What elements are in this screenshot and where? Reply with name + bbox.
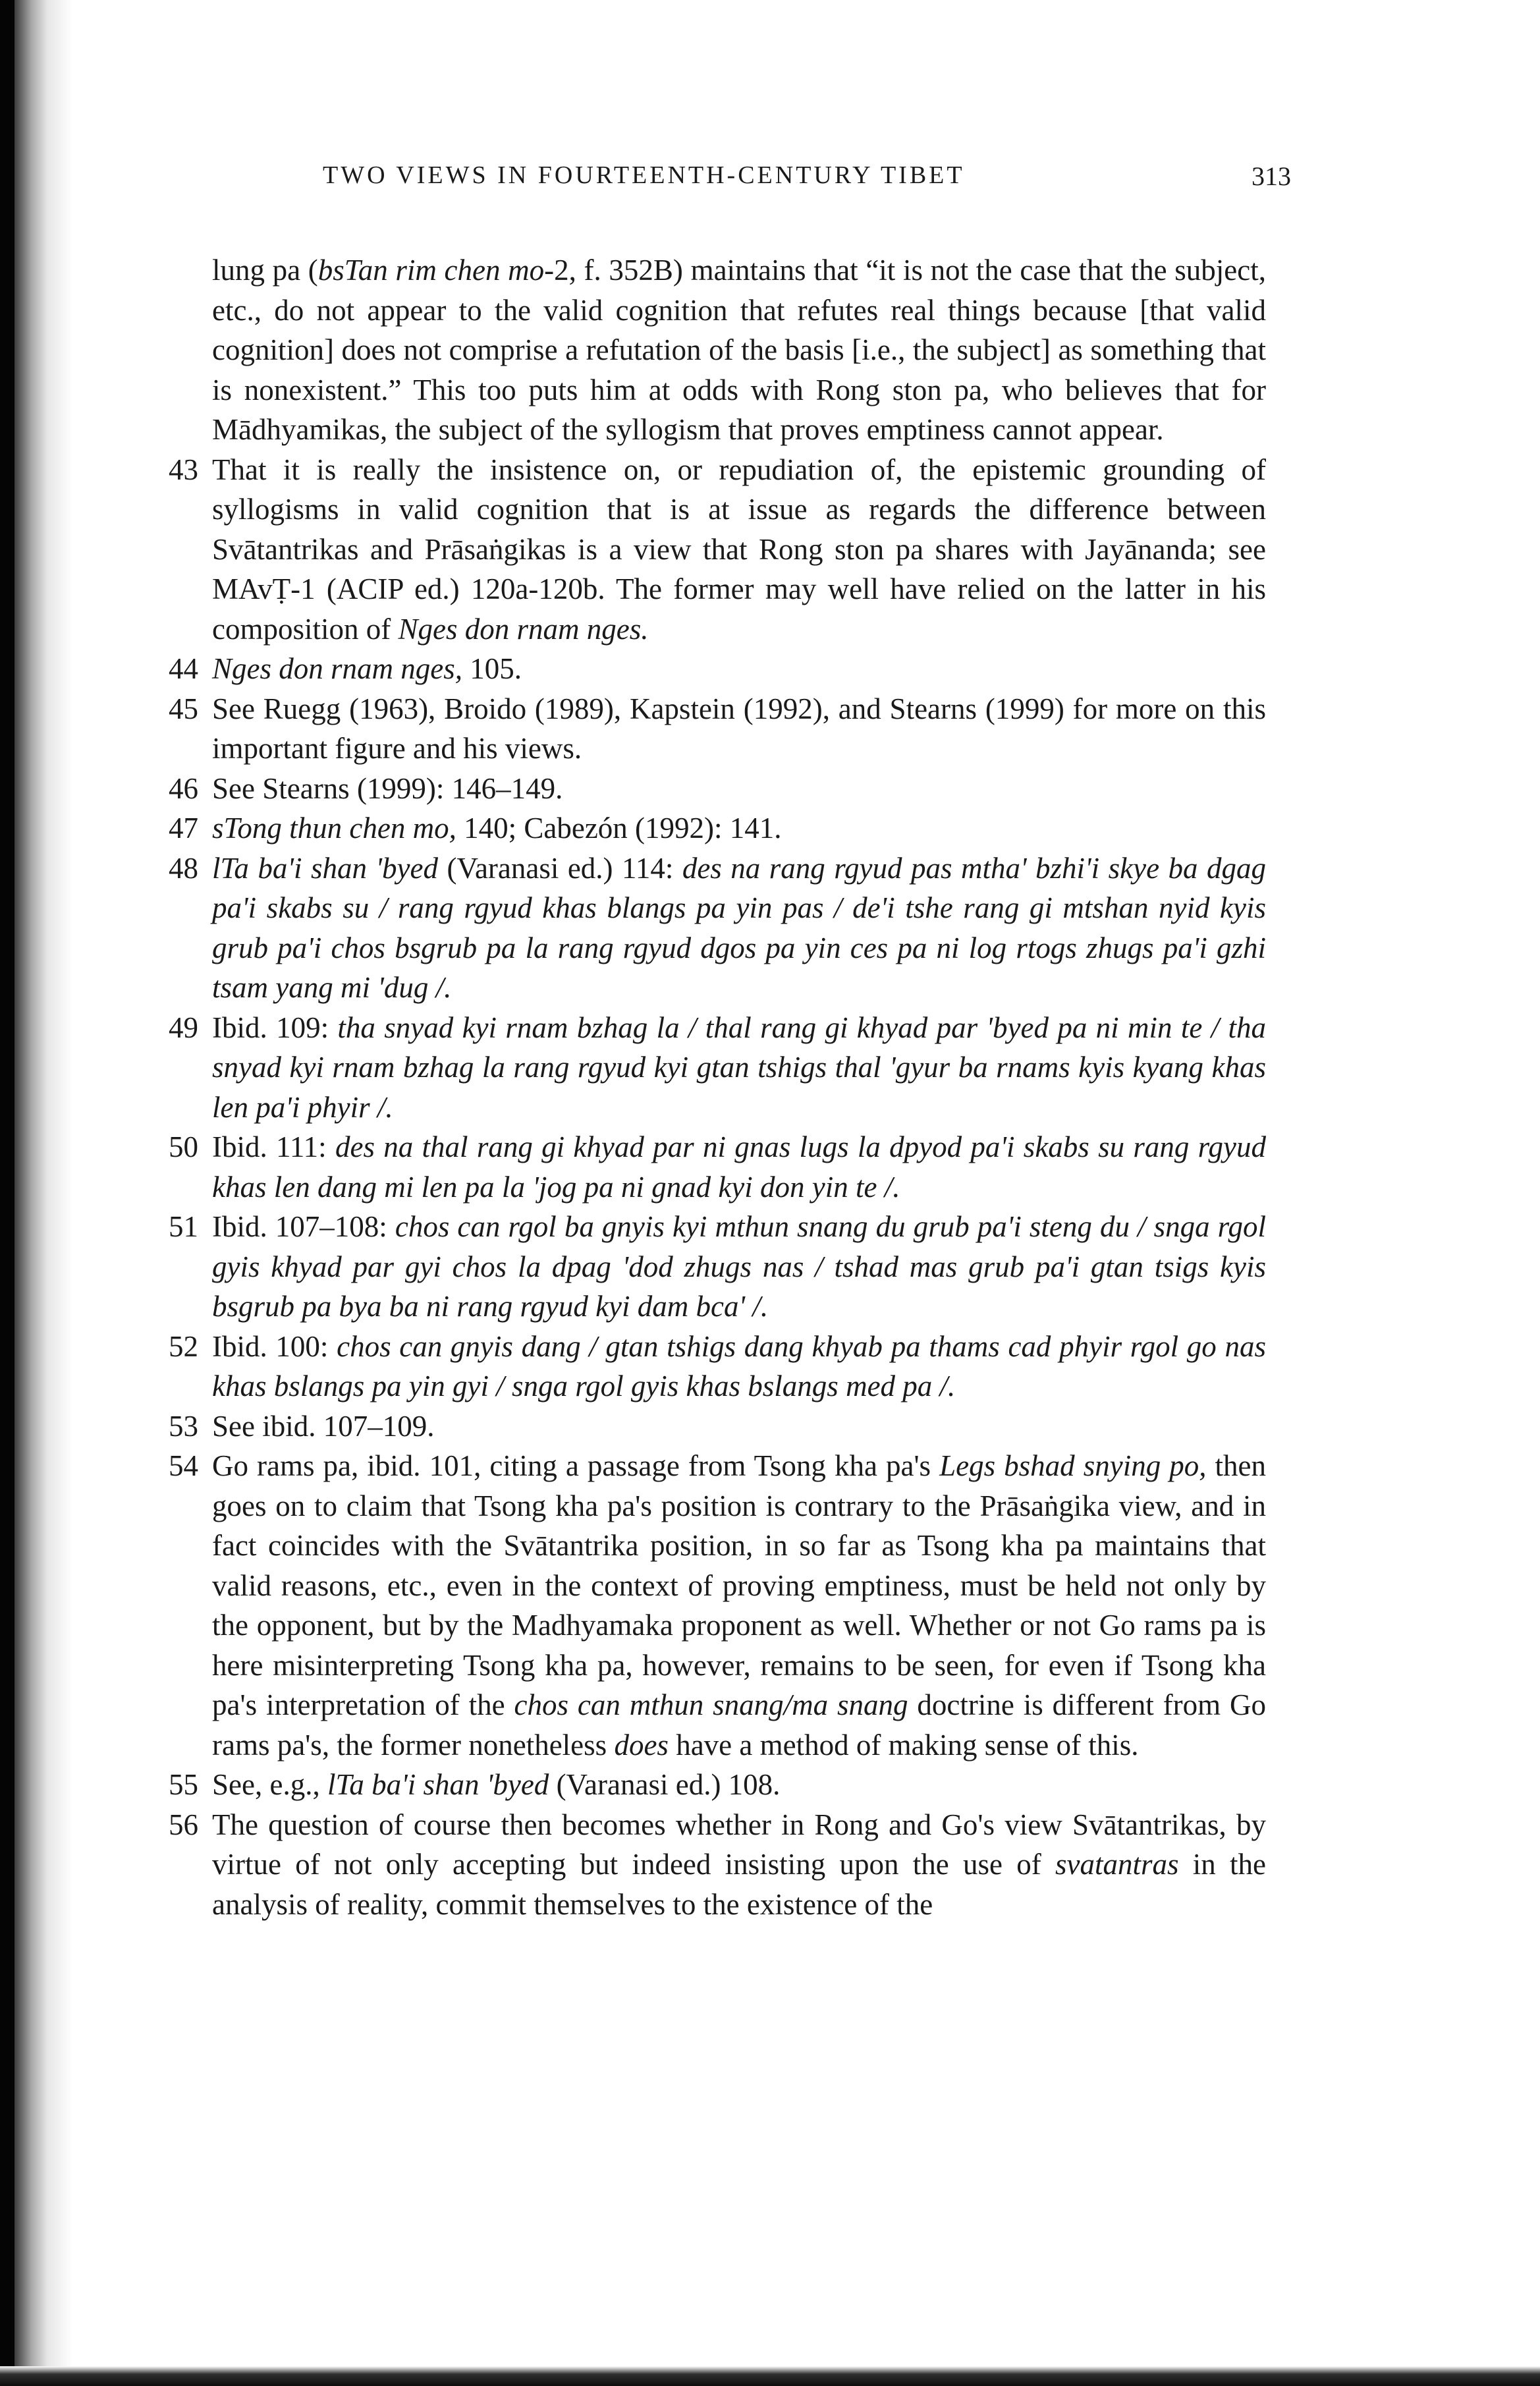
endnote-number: 46 [169,771,198,805]
endnote: 49 Ibid. 109: tha snyad kyi rnam bzhag la / thal rang gi khyad par 'byed pa ni min te / tha snyad kyi rnam bzhag la rang rgyud kyi gtan tshigs thal 'gyur ba rnams kyis kyang khas len pa'i phyir /. [212,1008,1266,1128]
scan-bottom-edge [0,2366,1540,2386]
endnote-number: 53 [169,1409,198,1443]
endnote-number: 45 [169,692,198,725]
endnote-number: 49 [169,1011,198,1044]
scan-gutter-edge [0,0,14,2386]
endnote-number: 44 [169,652,198,685]
endnote-number: 52 [169,1329,198,1363]
endnote: 44 Nges don rnam nges, 105. [212,649,1266,689]
endnote-number: 50 [169,1130,198,1163]
endnote: 50 Ibid. 111: des na thal rang gi khyad par ni gnas lugs la dpyod pa'i skabs su rang rgyud khas len dang mi len pa la 'jog pa ni gnad kyi don yin te /. [212,1127,1266,1207]
endnote-number: 47 [169,812,198,845]
page-number: 313 [1251,161,1291,191]
endnote: 47 sTong thun chen mo, 140; Cabezón (1992): 141. [212,808,1266,848]
endnote-number: 55 [169,1768,198,1801]
endnote: 51 Ibid. 107–108: chos can rgol ba gnyis kyi mthun snang du grub pa'i steng du / snga rgol gyis khyad par gyi chos la dpag 'dod zhugs nas / tshad mas grub pa'i gtan tsigs kyis bsgrub pa bya ba ni rang rgyud kyi dam bca' /. [212,1207,1266,1327]
endnote: 46 See Stearns (1999): 146–149. [212,769,1266,809]
endnote: 56 The question of course then becomes whether in Rong and Go's view Svātantrikas, by virtue of not only accepting but indeed insisting upon the use of svatantras in the analysis of reality, commit themselves to the existence of the [212,1805,1266,1925]
endnote-number: 54 [169,1449,198,1482]
page-header [211,158,1291,198]
endnote-number: 48 [169,851,198,885]
endnote-number: 51 [169,1210,198,1243]
endnotes-list [169,450,1266,1925]
endnote-number: 56 [169,1808,198,1841]
note-continuation: lung pa (bsTan rim chen mo-2, f. 352B) maintains that “it is not the case that the subject, etc., do not appear to the valid cognition that refutes real things because [that valid cognition] does not comprise a refutation of the basis [i.e., the subject] as something that is nonexistent.” This too puts him at odds with Rong ston pa, who believes that for Mādhyamikas, the subject of the syllogism that proves emptiness cannot appear. [212,254,1266,446]
endnote: 52 Ibid. 100: chos can gnyis dang / gtan tshigs dang khyab pa thams cad phyir rgol go nas khas bslangs pa yin gyi / snga rgol gyis khas bslangs med pa /. [212,1327,1266,1406]
endnote: 54 Go rams pa, ibid. 101, citing a passage from Tsong kha pa's Legs bshad snying po, then goes on to claim that Tsong kha pa's position is contrary to the Prāsaṅgika view, and in fact coincides with the Svātantrika position, in so far as Tsong kha pa maintains that valid reasons, etc., even in the context of proving emptiness, must be held not only by the opponent, but by the Madhyamaka proponent as well. Whether or not Go rams pa is here misinterpreting Tsong kha pa, however, remains to be seen, for even if Tsong kha pa's interpretation of the chos can mthun snang/ma snang doctrine is different from Go rams pa's, the former nonetheless does have a method of making sense of this. [212,1446,1266,1765]
endnote: 43 That it is really the insistence on, or repudiation of, the epistemic grounding of syllogisms in valid cognition that is at issue as regards the difference between Svātantrikas and Prāsaṅgikas is a view that Rong ston pa shares with Jayānanda; see MAvṬ-1 (ACIP ed.) 120a-120b. The former may well have relied on the latter in his composition of Nges don rnam nges. [212,450,1266,650]
endnote: 45 See Ruegg (1963), Broido (1989), Kapstein (1992), and Stearns (1999) for more on this important figure and his views. [212,689,1266,769]
notes-text-block [169,250,1266,1924]
endnote: 48 lTa ba'i shan 'byed (Varanasi ed.) 114: des na rang rgyud pas mtha' bzhi'i skye ba dgag pa'i skabs su / rang rgyud khas blangs pa yin pas / de'i tshe rang gi mtshan nyid kyis grub pa'i chos bsgrub pa la rang rgyud dgos pa yin ces pa ni log rtogs zhugs pa'i gzhi tsam yang mi 'dug /. [212,848,1266,1008]
endnote: 55 See, e.g., lTa ba'i shan 'byed (Varanasi ed.) 108. [212,1765,1266,1805]
endnote-number: 43 [169,453,198,486]
endnote: 53 See ibid. 107–109. [212,1406,1266,1447]
running-head: TWO VIEWS IN FOURTEENTH-CENTURY TIBET [323,161,965,189]
